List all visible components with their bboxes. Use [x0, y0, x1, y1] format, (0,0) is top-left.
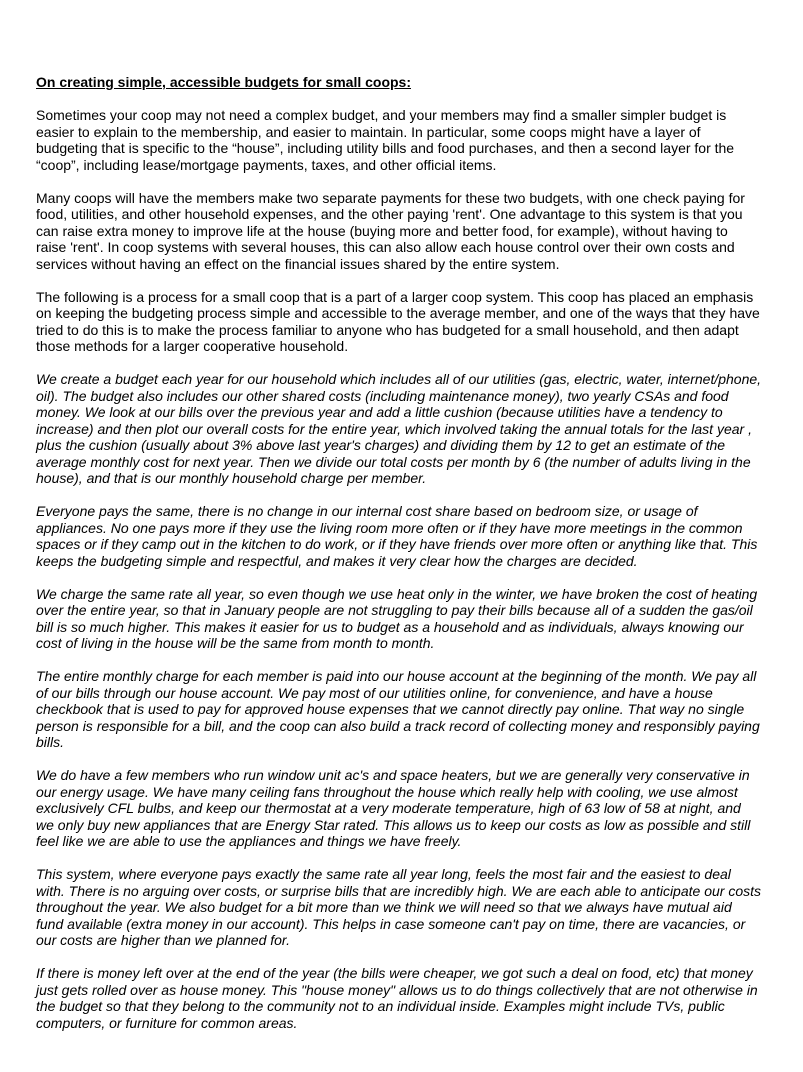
document-page	[36, 74, 762, 1048]
paragraph-same-rate: We charge the same rate all year, so even though we use heat only in the winter, we have broken the cost of heating over the entire year, so that in January people are not struggling to pay their bills because all of a sudden the gas/oil bill is so much higher. This makes it easier for us to budget as a household and as individuals, always knowing our cost of living in the house will be the same from month to month.	[36, 585, 758, 651]
paragraph-leftover-money: If there is money left over at the end of the year (the bills were cheaper, we got such a deal on food, etc) that money just gets rolled over as house money. This "house money" allows us to do things collectively that are not otherwise in the budget so that they belong to the community not to an individual inside. Examples might include TVs, public computers, or furniture for common areas.	[36, 965, 758, 1031]
paragraph-house-account: The entire monthly charge for each member is paid into our house account at the beginning of the month. We pay all of our bills through our house account. We pay most of our utilities online, for convenience, and have a house checkbook that is used to pay for approved house expenses that we cannot directly pay online. That way no single person is responsible for a bill, and the coop can also build a track record of collecting money and responsibly paying bills.	[36, 668, 760, 750]
paragraph-intro: Sometimes your coop may not need a complex budget, and your members may find a smaller simpler budget is easier to explain to the membership, and easier to maintain. In particular, some coops might have a layer of budgeting that is specific to the “house”, including utility bills and food purchases, and then a second layer for the “coop”, including lease/mortgage payments, taxes, and other official items.	[36, 107, 735, 173]
paragraph-two-payments: Many coops will have the members make two separate payments for these two budgets, with one check paying for food, utilities, and other household expenses, and the other paying 'rent'. One advantage to this system is that you can raise extra money to improve life at the house (buying more and better food, for example), without having to raise 'rent'. In coop systems with several houses, this can also allow each house control over their own costs and services without having an effect on the financial issues shared by the entire system.	[36, 189, 745, 272]
paragraph-energy-usage: We do have a few members who run window unit ac's and space heaters, but we are generally very conservative in our energy usage. We have many ceiling fans throughout the house which really help with cooling, we use almost exclusively CFL bulbs, and keep our thermostat at a very moderate temperature, high of 63 low of 58 at night, and we only buy new appliances that are Energy Star rated. This allows us to keep our costs as low as possible and still feel like we are able to use the appliances and things we have freely.	[36, 767, 751, 849]
paragraph-process-overview: The following is a process for a small coop that is a part of a larger coop system. This coop has placed an emphasis on keeping the budgeting process simple and accessible to the average member, and one of the ways that they have tried to do this is to make the process familiar to anyone who has budgeted for a small household, and then adapt those methods for a larger cooperative household.	[36, 288, 760, 354]
paragraph-equal-share: Everyone pays the same, there is no change in our internal cost share based on bedroom size, or usage of appliances. No one pays more if they use the living room more often or if they have more meetings in the common spaces or if they camp out in the kitchen to do work, or if they have friends over more often or anything like that. This keeps the budgeting simple and respectful, and makes it very clear how the charges are decided.	[36, 503, 758, 569]
paragraph-fairness: This system, where everyone pays exactly the same rate all year long, feels the most fair and the easiest to deal with. There is no arguing over costs, or surprise bills that are incredibly high. We are each able to anticipate our costs throughout the year. We also budget for a bit more than we think we will need so that we always have mutual aid fund available (extra money in our account). This helps in case someone can't pay on time, there are vacancies, or our costs are higher than we planned for.	[36, 866, 761, 948]
paragraph-yearly-budget: We create a budget each year for our household which includes all of our utilities (gas, electric, water, internet/phone, oil). The budget also includes our other shared costs (including maintenance money), two yearly CSAs and food money. We look at our bills over the previous year and add a little cushion (because utilities have a tendency to increase) and then plot our overall costs for the entire year, which involved taking the annual totals for the last year , plus the cushion (usually about 3% above last year's charges) and dividing them by 12 to get an estimate of the average monthly cost for next year. Then we divide our total costs per month by 6 (the number of adults living in the house), and that is our monthly household charge per member.	[36, 371, 762, 486]
document-heading: On creating simple, accessible budgets for small coops:	[36, 74, 411, 90]
